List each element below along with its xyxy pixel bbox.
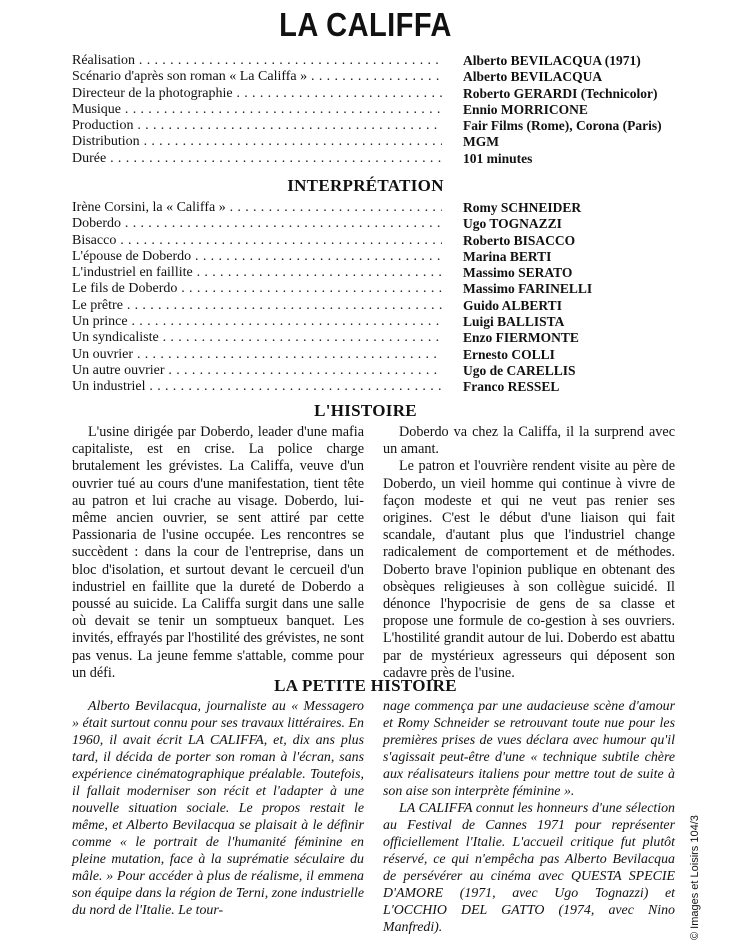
credit-label: Durée . . . bbox=[72, 151, 442, 167]
cast-row bbox=[72, 265, 672, 281]
credit-label: Production . . . bbox=[72, 118, 442, 134]
cast-actor: Marina BERTI bbox=[463, 248, 552, 264]
cast-actor: Romy SCHNEIDER bbox=[463, 200, 582, 215]
credit-value: Alberto BEVILACQUA (1971) bbox=[463, 53, 641, 68]
cast-row bbox=[72, 281, 672, 297]
cast-row bbox=[72, 216, 672, 232]
credit-row bbox=[72, 102, 672, 118]
copyright-colophon: © Images et Loisirs 104/3 bbox=[689, 815, 701, 940]
credit-value: Alberto BEVILACQUA bbox=[463, 69, 603, 85]
credit-value: Ennio MORRICONE bbox=[463, 101, 588, 117]
cast-role: Le fils de Doberdo . . . bbox=[72, 281, 442, 297]
cast-role: L'épouse de Doberdo . . . bbox=[72, 249, 442, 265]
credit-value: 101 minutes bbox=[463, 150, 533, 166]
cast-role: Un industriel . . . bbox=[72, 379, 442, 395]
cast-actor: Franco RESSEL bbox=[463, 379, 560, 395]
cast-role: Un autre ouvrier . . . bbox=[72, 363, 442, 379]
cast-row bbox=[72, 314, 672, 330]
cast-actor: Enzo FIERMONTE bbox=[463, 330, 579, 346]
cast-role: Doberdo . . . bbox=[72, 216, 442, 232]
cast-row bbox=[72, 347, 672, 363]
interpretation-heading: INTERPRÉTATION bbox=[287, 176, 444, 195]
credit-value: Fair Films (Rome), Corona (Paris) bbox=[463, 118, 662, 134]
cast-row bbox=[72, 200, 672, 216]
cast-actor: Ugo TOGNAZZI bbox=[463, 216, 562, 232]
petite-histoire-heading: LA PETITE HISTOIRE bbox=[274, 676, 457, 695]
cast-role: Le prêtre . . . bbox=[72, 298, 442, 314]
credit-row bbox=[72, 69, 672, 85]
credit-label: Musique . . . bbox=[72, 102, 442, 118]
histoire-left-column bbox=[72, 424, 364, 682]
cast-actor: Massimo SERATO bbox=[463, 265, 573, 281]
credit-label: Réalisation . . . bbox=[72, 53, 442, 69]
histoire-right-column bbox=[383, 424, 675, 682]
cast-actor: Guido ALBERTI bbox=[463, 297, 562, 313]
cast-row bbox=[72, 233, 672, 249]
petite-histoire-paragraph: LA CALIFFA connut les honneurs d'une sélection au Festival de Cannes 1971 pour représenter officiellement l'Italie. L'accueil critique fut plutôt réservé, ce qui n'empêcha pas Alberto Bevilacqua de persévérer au cinéma avec QUESTA SPECIE D'AMORE (1971, avec Ugo Tognazzi) et L'OCCHIO DEL GATTO (1974, avec Nino Manfredi). bbox=[383, 801, 675, 935]
credit-row bbox=[72, 53, 672, 69]
credit-row bbox=[72, 118, 672, 134]
cast-row bbox=[72, 379, 672, 395]
credit-label: Directeur de la photographie . . . bbox=[72, 86, 442, 102]
cast-list bbox=[72, 200, 672, 396]
credit-value: MGM bbox=[463, 134, 499, 150]
credit-label: Scénario d'après son roman « La Califfa » . . . bbox=[72, 69, 442, 85]
cast-actor: Ugo de CARELLIS bbox=[463, 362, 576, 378]
histoire-heading: L'HISTOIRE bbox=[314, 401, 417, 420]
histoire-paragraph: Le patron et l'ouvrière rendent visite au père de Doberdo, un vieil homme qui continue à vivre de façon modeste et qui ne veut pas renier ses origines. C'est le début d'une liaison qui fait scandale, d'autant plus que l'industriel change radicalement de comportement et de méthodes. Doberto brave l'opinion publique en obtenant des obsèques religieuses à son collègue suicidé. Il dénonce l'hypocrisie de gens de sa classe et propose une formule de co-gestion à ses ouvriers. L'hostilité grandit autour de lui. Doberdo est abattu par de mystérieux agresseurs qui déposent son cadavre près de l'usine. bbox=[383, 458, 675, 681]
petite-histoire-left-column bbox=[72, 698, 364, 919]
credit-row bbox=[72, 134, 672, 150]
cast-actor: Roberto BISACCO bbox=[463, 232, 576, 248]
credits-list bbox=[72, 53, 672, 167]
cast-role: Un ouvrier . . . bbox=[72, 347, 442, 363]
credit-row bbox=[72, 151, 672, 167]
cast-role: Un syndicaliste . . . bbox=[72, 330, 442, 346]
cast-row bbox=[72, 298, 672, 314]
petite-histoire-paragraph: Alberto Bevilacqua, journaliste au « Messagero » était surtout connu pour ses travaux littéraires. En 1960, il avait écrit LA CALIFFA, et, dix ans plus tard, il décida de porter son roman à l'écran, sans expérience cinématographique préalable. Toutefois, il fallait moderniser son récit et l'adapter à une nouvelle situation sociale. Le propos restait le même, et Alberto Bevilacqua se plaisait à le définir comme « le portrait de l'humanité féminine en pleine mutation, face à la suprématie séculaire du mâle. » Pour accéder à plus de réalisme, il emmena son équipe dans la région de Terni, zone industrielle du nord de l'Italie. Le tour- bbox=[72, 699, 364, 918]
cast-actor: Luigi BALLISTA bbox=[463, 314, 565, 330]
cast-row bbox=[72, 249, 672, 265]
credit-row bbox=[72, 86, 672, 102]
cast-role: Un prince . . . bbox=[72, 314, 442, 330]
cast-role: Bisacco . . . bbox=[72, 233, 442, 249]
histoire-paragraph: Doberdo va chez la Califfa, il la surprend avec un amant. bbox=[383, 424, 675, 458]
petite-histoire-right-column bbox=[383, 698, 675, 936]
cast-actor: Massimo FARINELLI bbox=[463, 281, 593, 297]
cast-row bbox=[72, 330, 672, 346]
credit-label: Distribution . . . bbox=[72, 134, 442, 150]
histoire-paragraph: L'usine dirigée par Doberdo, leader d'une mafia capitaliste, est en crise. La police charge brutalement les grévistes. La Califfa, veuve d'un ouvrier tué au cours d'une manifestation, tient tête au patron et lui crache au visage. Doberdo, lui-même ancien ouvrier, se sent attiré par cette Passionaria de l'usine occupée. Les rencontres se succèdent : dans la cour de l'entreprise, dans un bloc d'isolation, et surtout devant le cercueil d'un industriel en faillite que la dureté de Doberdo a poussé au suicide. La Califfa surgit dans une salle où devait se tenir un somptueux banquet. Les invités, effrayés par l'hostilité des grévistes, ne sont pas venus. La jeune femme s'attable, comme pour un défi. bbox=[72, 424, 364, 681]
page-title: LA CALIFFA bbox=[279, 6, 452, 43]
petite-histoire-paragraph: nage commença par une audacieuse scène d'amour et Romy Schneider se retrouvant toute nue pour les premières prises de vues déclara avec humour qu'il s'agissait peut-être d'une « technique subtile chère aux réalisateurs italiens pour mettre tout de suite à son aise son interprète féminine ». bbox=[383, 699, 675, 799]
cast-row bbox=[72, 363, 672, 379]
cast-role: L'industriel en faillite . . . bbox=[72, 265, 442, 281]
cast-actor: Ernesto COLLI bbox=[463, 346, 555, 362]
cast-role: Irène Corsini, la « Califfa » . . . bbox=[72, 200, 442, 216]
credit-value: Roberto GERARDI (Technicolor) bbox=[463, 85, 658, 101]
